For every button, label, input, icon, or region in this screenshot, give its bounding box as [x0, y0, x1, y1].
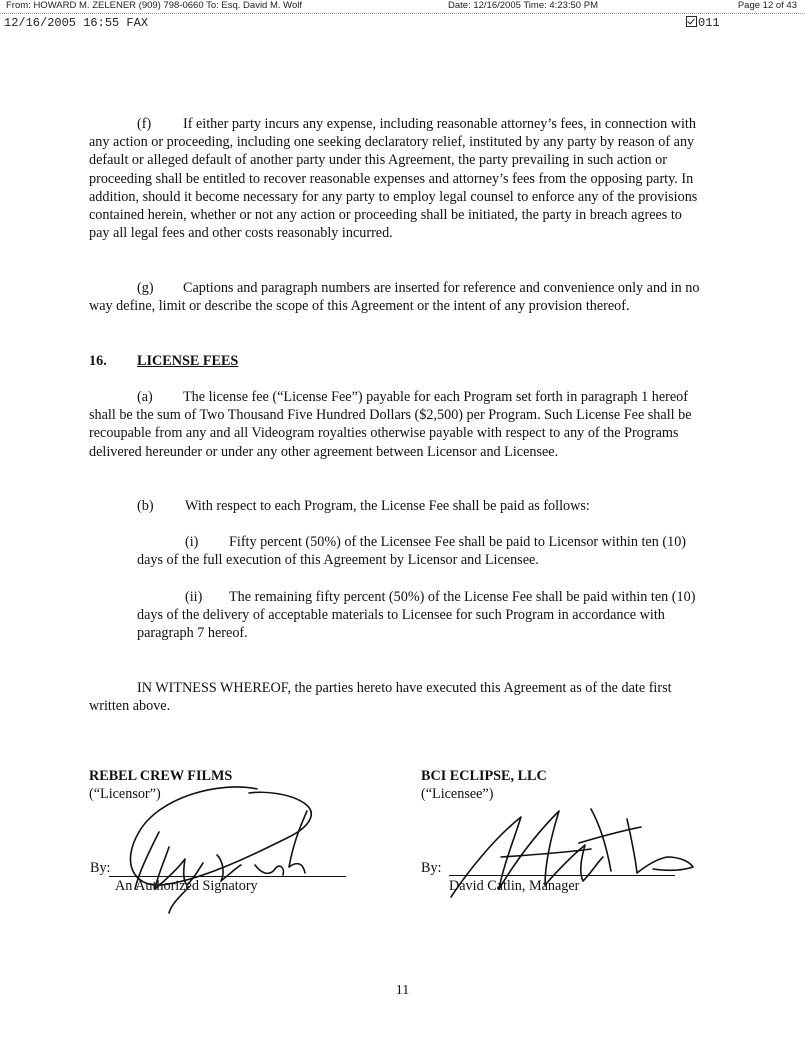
fax-page-number: [686, 16, 720, 30]
paragraph-b-ii-label: (ii): [185, 589, 203, 605]
fax-timestamp: 12/16/2005 16:55 FAX: [4, 16, 149, 30]
paragraph-a-text: The license fee (“License Fee”) payable for each Program set forth in paragraph 1 hereof shall be the sum of Two Thousand Five Hundred Dollars ($2,500) per Program. Such License Fee shall be recoupable from any and all Videogram royalties otherwise payable with respect to any of the Programs delivered hereunder or under any other agreement between Licensor and Licensee.: [89, 389, 692, 460]
paragraph-a: [89, 388, 705, 461]
paragraph-f: [89, 115, 705, 242]
witness-clause: [89, 679, 705, 715]
page-number: 11: [395, 983, 410, 998]
paragraph-b-label: (b): [137, 498, 154, 514]
licensee-signatory-title: David Catlin, Manager: [449, 878, 580, 894]
header-divider: [0, 13, 805, 14]
paragraph-b-ii-text: The remaining fifty percent (50%) of the License Fee shall be paid within ten (10) days of the delivery of acceptable materials to Licensee for such Program in accordance with paragraph 7 hereof.: [137, 589, 696, 642]
paragraph-g: [89, 279, 705, 315]
fax-date-time: Date: 12/16/2005 Time: 4:23:50 PM: [448, 0, 598, 11]
paragraph-b-text: With respect to each Program, the License Fee shall be paid as follows:: [185, 498, 590, 514]
witness-text: IN WITNESS WHEREOF, the parties hereto have executed this Agreement as of the date first written above.: [89, 680, 672, 715]
paragraph-b-i-label: (i): [185, 534, 199, 550]
section-number: 16.: [89, 353, 107, 369]
licensee-by-label: By:: [421, 860, 442, 876]
paragraph-b-ii: [137, 588, 705, 643]
paragraph-b-i: [137, 533, 705, 569]
licensor-by-label: By:: [90, 860, 111, 876]
fax-header: [0, 0, 805, 10]
licensee-signature-block: [421, 767, 681, 894]
paragraph-b: [89, 497, 705, 515]
fax-page-value: 011: [698, 16, 720, 30]
licensor-signature-block: [89, 767, 349, 894]
paragraph-f-label: (f): [137, 116, 152, 132]
paragraph-g-text: Captions and paragraph numbers are inserted for reference and convenience only and in no way define, limit or describe the scope of this Agreement or the intent of any provision thereof.: [89, 280, 700, 315]
paragraph-g-label: (g): [137, 280, 154, 296]
checkbox-icon: [686, 16, 697, 27]
licensor-signatory-title: An Authorized Signatory: [115, 878, 258, 894]
fax-from: From: HOWARD M. ZELENER (909) 798-0660 To: Esq. David M. Wolf: [6, 0, 302, 11]
paragraph-f-text: If either party incurs any expense, including reasonable attorney’s fees, in connection with any action or proceeding, including one seeking declaratory relief, instituted by any party by reason of any default or alleged default of another party under this Agreement, the party prevailing in such action or proceeding shall be entitled to recover reasonable expenses and attorney’s fees from the opposing party. In addition, should it become necessary for any party to employ legal counsel to enforce any of the provisions contained herein, whether or not any action or proceeding shall be initiated, the party in breach agrees to pay all legal fees and other costs reasonably incurred.: [89, 116, 698, 242]
licensee-role: (“Licensee”): [421, 786, 494, 802]
section-title: LICENSE FEES: [137, 353, 239, 369]
fax-page-count: Page 12 of 43: [737, 0, 797, 11]
licensee-signature: [441, 797, 701, 907]
licensor-name: REBEL CREW FILMS: [89, 768, 233, 784]
paragraph-b-i-text: Fifty percent (50%) of the Licensee Fee shall be paid to Licensor within ten (10) days of the full execution of this Agreement by Licensor and Licensee.: [137, 534, 687, 569]
paragraph-a-label: (a): [137, 389, 153, 405]
licensee-name: BCI ECLIPSE, LLC: [421, 768, 547, 784]
licensor-role: (“Licensor”): [89, 786, 161, 802]
section-heading: [89, 352, 705, 370]
licensor-signature: [99, 777, 339, 917]
